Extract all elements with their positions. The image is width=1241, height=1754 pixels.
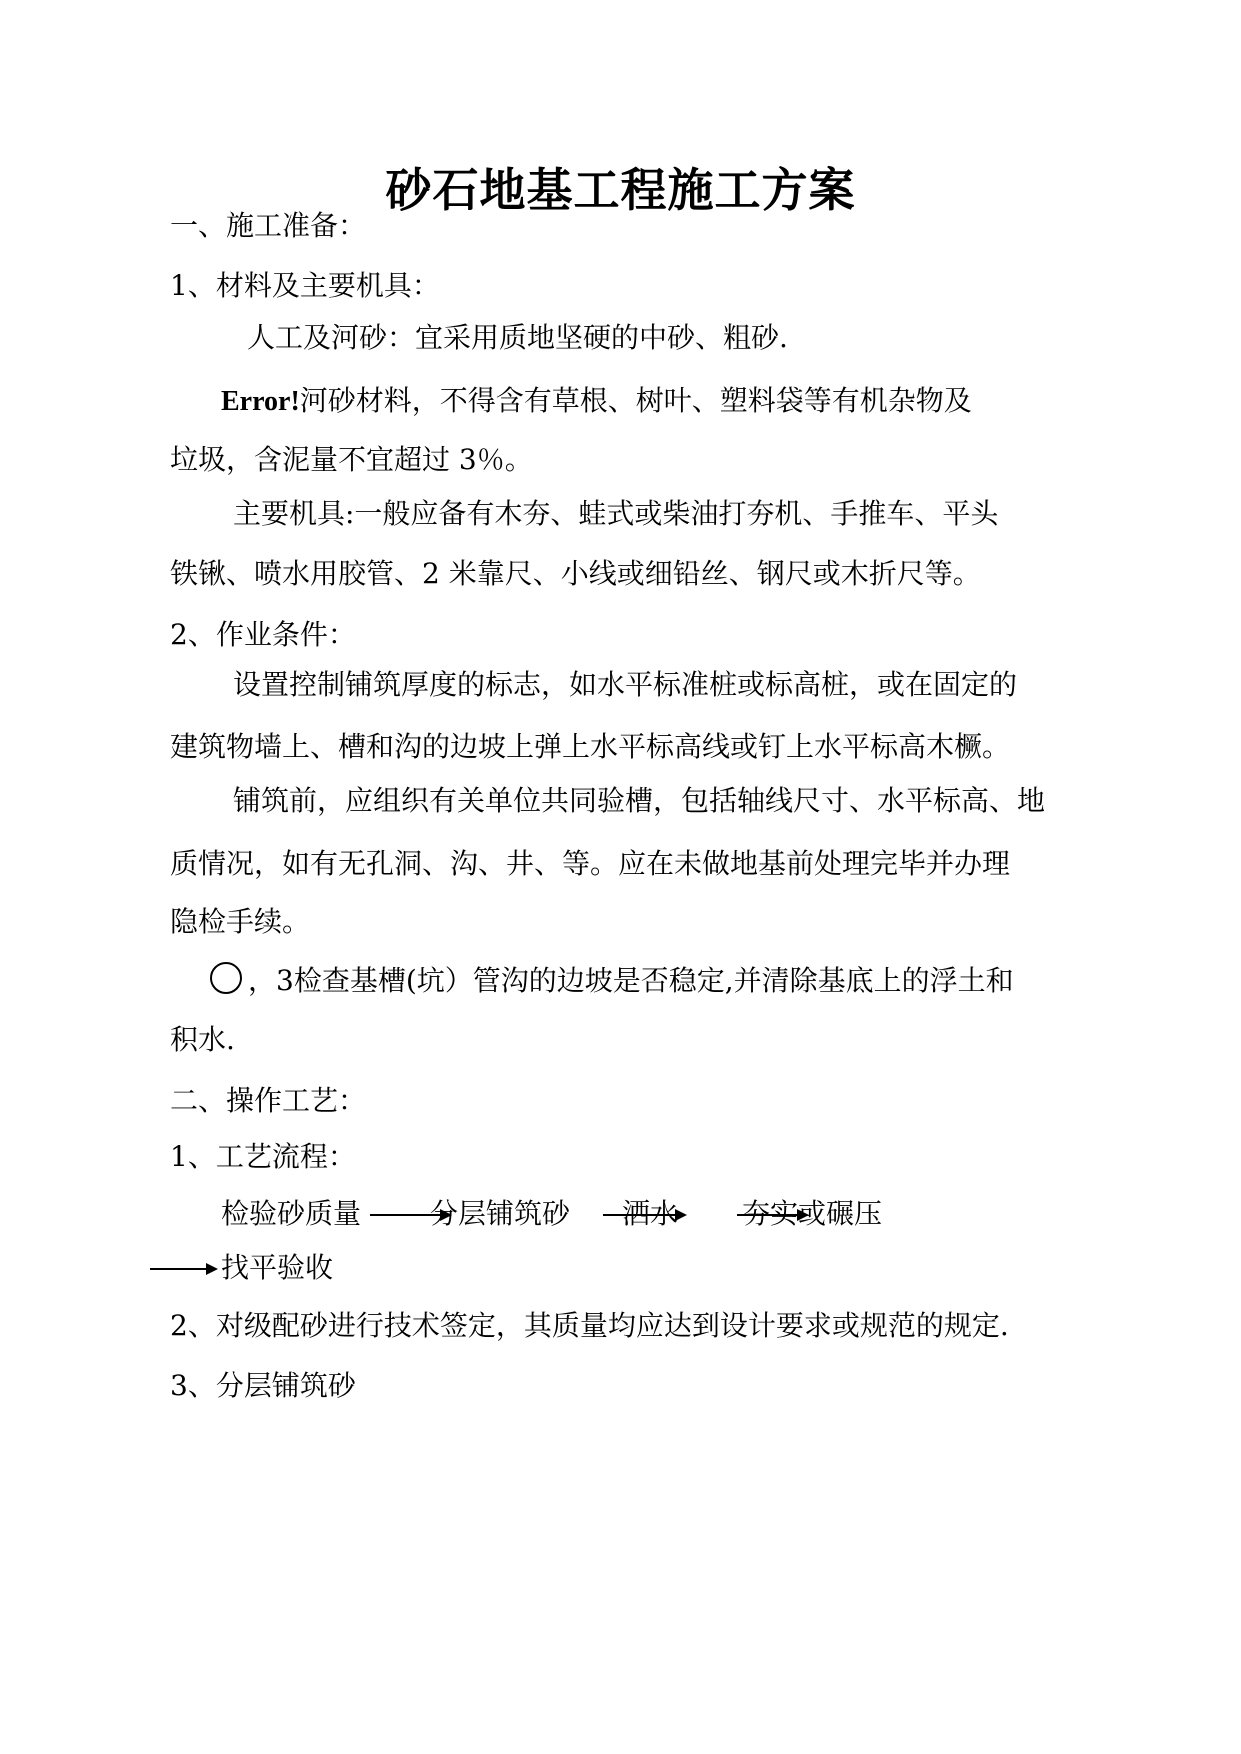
paragraph-slope-text: ，3检查基槽(坑）管沟的边坡是否稳定,并清除基底上的浮土和	[248, 964, 1014, 997]
paragraph-inspection: 铺筑前，应组织有关单位共同验槽，包括轴线尺寸、水平标高、地	[233, 784, 1046, 817]
paragraph-tools: 主要机具:一般应备有木夯、蛙式或柴油打夯机、手推车、平头	[233, 497, 999, 530]
paragraph-sand: 人工及河砂：宜采用质地坚硬的中砂、粗砂.	[247, 321, 788, 354]
flow-step-1: 检验砂质量	[221, 1197, 362, 1230]
paragraph-river-sand-cont: 垃圾，含泥量不宜超过 3％。	[170, 443, 533, 476]
section-2-heading: 二、操作工艺：	[170, 1084, 367, 1117]
paragraph-inspection-cont: 质情况，如有无孔洞、沟、井、等。应在未做地基前处理完毕并办理	[170, 847, 1011, 880]
flow-step-5: 找平验收	[221, 1251, 334, 1284]
paragraph-inspection-end: 隐检手续。	[170, 905, 311, 938]
paragraph-marking-cont: 建筑物墙上、槽和沟的边坡上弹上水平标高线或钉上水平标高木橛。	[170, 730, 1011, 763]
section-1-1-heading: 1、材料及主要机具：	[170, 269, 440, 302]
paragraph-slope	[210, 961, 1014, 1001]
paragraph-river-sand-text: 河砂材料，不得含有草根、树叶、塑料袋等有机杂物及	[299, 384, 972, 417]
flow-step-2: 分层铺筑砂	[430, 1197, 571, 1230]
flow-step-4: 夯实或碾压	[742, 1197, 883, 1230]
error-tag: Error!	[221, 386, 300, 417]
circle-symbol-icon	[210, 962, 242, 994]
flow-arrow-icon	[150, 1268, 216, 1270]
paragraph-river-sand	[221, 381, 972, 422]
section-1-heading: 一、施工准备：	[170, 209, 367, 242]
section-2-3: 3、分层铺筑砂	[170, 1369, 356, 1402]
page-title: 砂石地基工程施工方案	[385, 163, 856, 217]
section-2-2: 2、对级配砂进行技术签定，其质量均应达到设计要求或规范的规定.	[170, 1309, 1009, 1342]
paragraph-slope-cont: 积水.	[170, 1023, 235, 1056]
flow-step-3: 洒水	[622, 1197, 679, 1230]
section-1-2-heading: 2、作业条件：	[170, 618, 356, 651]
section-2-1-heading: 1、工艺流程：	[170, 1140, 356, 1173]
paragraph-marking: 设置控制铺筑厚度的标志，如水平标准桩或标高桩，或在固定的	[233, 668, 1018, 701]
paragraph-tools-cont: 铁锹、喷水用胶管、2 米靠尺、小线或细铅丝、钢尺或木折尺等。	[170, 557, 981, 590]
